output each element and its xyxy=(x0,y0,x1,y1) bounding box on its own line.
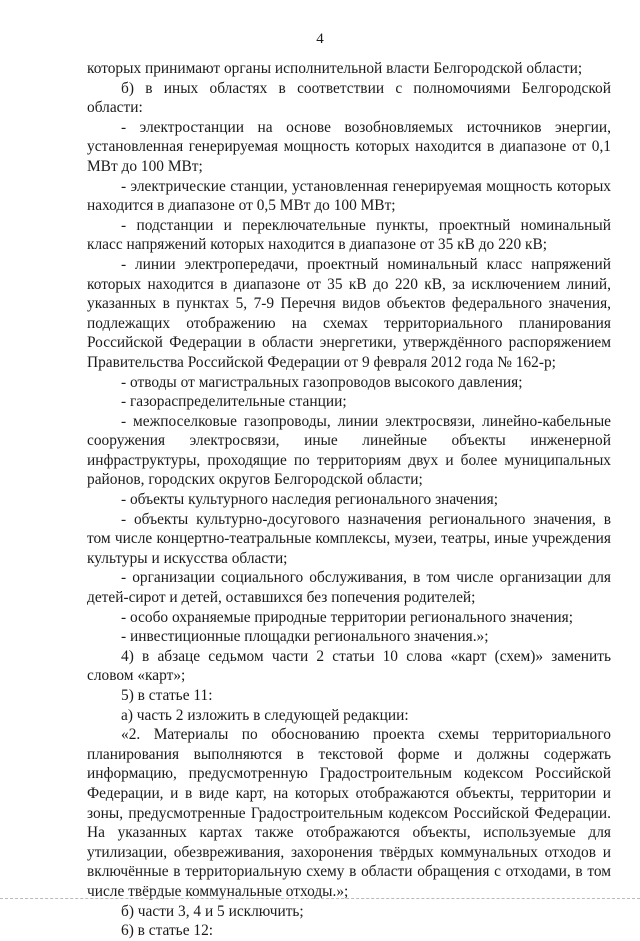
paragraph: - инвестиционные площадки регионального значения.»; xyxy=(121,628,489,646)
paragraph: - объекты культурного наследия регионального значения; xyxy=(121,491,499,509)
paragraph: 5) в статье 11: xyxy=(121,687,213,704)
paragraph: - объекты культурно-досугового назначения регионального значения, в том числе концертно-театральные комплексы, музеи, театры, иные учреждения культуры и искусства области; xyxy=(87,510,611,567)
paragraph: б) в иных областях в соответствии с полномочиями Белгородской области: xyxy=(87,79,611,117)
paragraph: - подстанции и переключательные пункты, проектный номинальный класс напряжений которых находится в диапазоне от 35 кВ до 220 кВ; xyxy=(87,216,611,254)
paragraph: 4) в абзаце седьмом части 2 статьи 10 слова «карт (схем)» заменить словом «карт»; xyxy=(87,647,611,685)
paragraph: - межпоселковые газопроводы, линии электросвязи, линейно-кабельные сооружения электросвязи, иные линейные объекты инженерной инфраструктуры, проходящие по территориям двух и более муниципальных районов, городских округов Белгородской области; xyxy=(87,412,611,489)
paragraph: а) часть 2 изложить в следующей редакции: xyxy=(121,706,409,724)
paragraph: - линии электропередачи, проектный номинальный класс напряжений которых находится в диапазоне от 35 кВ до 220 кВ, за исключением линий, указанных в пунктах 5, 7-9 Перечня видов объектов федерального значения, подлежащих отображению на схемах территориального планирования Российской Федерации в области энергетики, утверждённого распоряжением Правительства Российской Федерации от 9 февраля 2012 года № 162-р; xyxy=(87,255,611,371)
document-body xyxy=(87,59,611,941)
paragraph: 6) в статье 12: xyxy=(121,922,214,940)
paragraph: которых принимают органы исполнительной власти Белгородской области; xyxy=(87,60,583,77)
paragraph: - газораспределительные станции; xyxy=(121,393,347,411)
paragraph: - особо охраняемые природные территории регионального значения; xyxy=(121,608,574,626)
page-number: 4 xyxy=(316,31,324,47)
paragraph: «2. Материалы по обоснованию проекта схемы территориального планирования выполняются в текстовой форме и должны содержать информацию, предусмотренную Градостроительным кодексом Российской Федерации, и в виде карт, на которых отображаются объекты, территории и зоны, предусмотренные Градостроительным кодексом Российской Федерации. На указанных картах также отображаются объекты, используемые для утилизации, обезвреживания, захоронения твёрдых коммунальных отходов и включённые в территориальную схему в области обращения с отходами, в том числе твёрдые коммунальные отходы.»; xyxy=(87,726,611,900)
paragraph: - электростанции на основе возобновляемых источников энергии, установленная генерируемая мощность которых находится в диапазоне от 0,1 МВт до 100 МВт; xyxy=(87,118,611,175)
paragraph: б) части 3, 4 и 5 исключить; xyxy=(121,902,304,920)
page-bottom-edge xyxy=(0,898,640,899)
paragraph: - отводы от магистральных газопроводов высокого давления; xyxy=(121,373,523,391)
paragraph: - организации социального обслуживания, в том числе организации для детей-сирот и детей, оставшихся без попечения родителей; xyxy=(87,569,611,607)
paragraph: - электрические станции, установленная генерируемая мощность которых находится в диапазоне от 0,5 МВт до 100 МВт; xyxy=(87,177,611,215)
